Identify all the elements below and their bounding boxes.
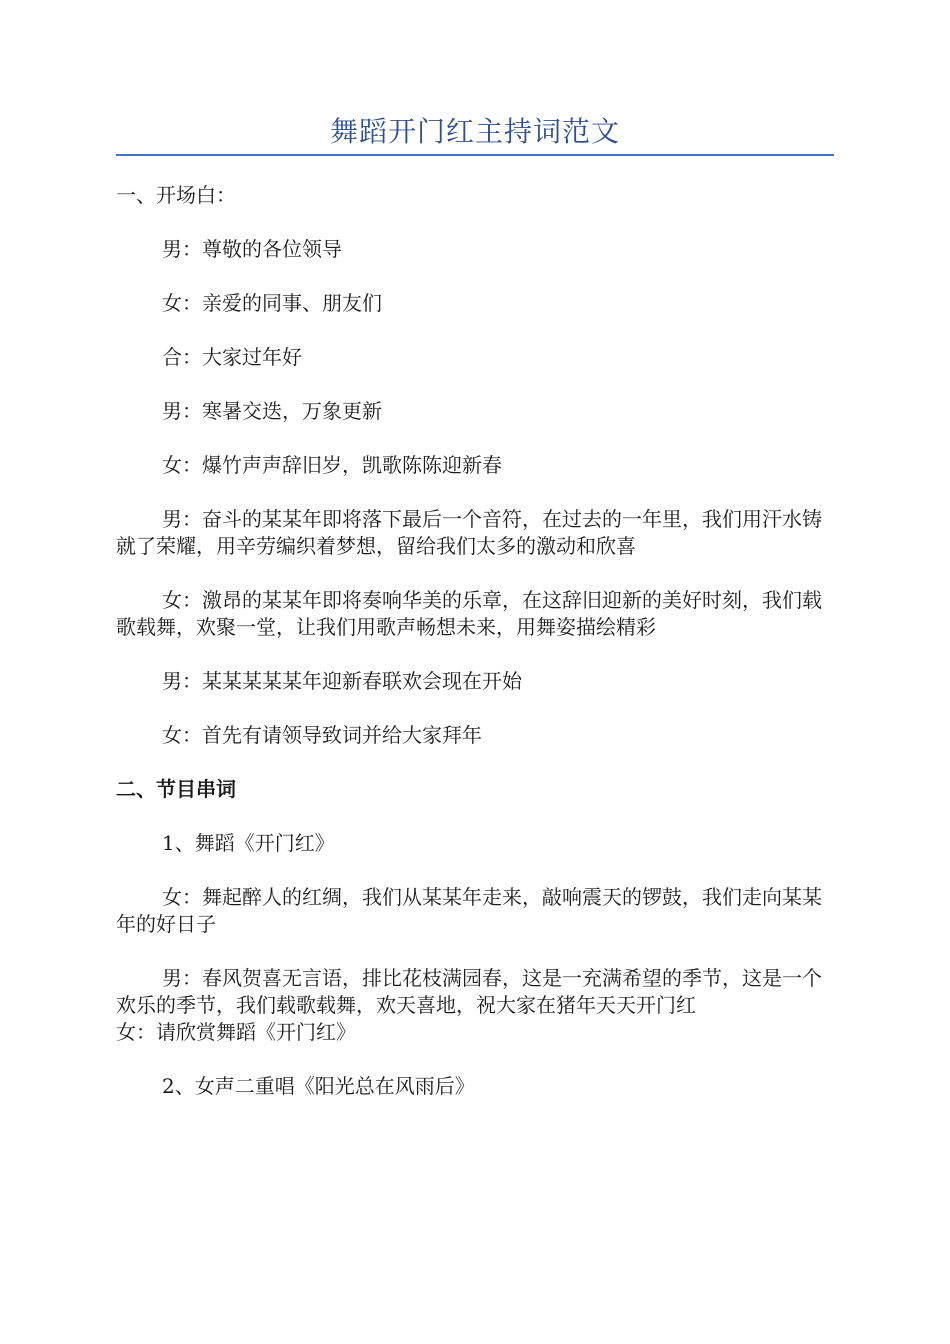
page-title: 舞蹈开门红主持词范文 [329, 115, 620, 148]
document-body [116, 182, 834, 1100]
paragraph: 合：大家过年好 [162, 345, 302, 369]
paragraph: 男：寒暑交迭，万象更新 [162, 399, 382, 423]
paragraph: 男：某某某某某年迎新春联欢会现在开始 [162, 669, 522, 693]
title-underline [116, 154, 834, 156]
paragraph: 男：春风贺喜无言语，排比花枝满园春，这是一充满希望的季节，这是一个欢乐的季节，我们载歌载舞，欢天喜地，祝大家在猪年天天开门红 [116, 966, 822, 1017]
section-heading-program: 二、节目串词 [116, 777, 236, 801]
program-item: 2、女声二重唱《阳光总在风雨后》 [162, 1074, 475, 1098]
paragraph: 男：尊敬的各位领导 [162, 237, 342, 261]
paragraph: 女：首先有请领导致词并给大家拜年 [162, 723, 482, 747]
paragraph: 女：请欣赏舞蹈《开门红》 [116, 1020, 356, 1044]
program-item: 1、舞蹈《开门红》 [162, 831, 335, 855]
section-heading-opening: 一、开场白： [116, 183, 236, 207]
paragraph: 女：激昂的某某年即将奏响华美的乐章，在这辞旧迎新的美好时刻，我们载歌载舞，欢聚一堂，让我们用歌声畅想未来，用舞姿描绘精彩 [116, 588, 822, 639]
paragraph: 男：奋斗的某某年即将落下最后一个音符，在过去的一年里，我们用汗水铸就了荣耀，用辛劳编织着梦想，留给我们太多的激动和欣喜 [116, 507, 822, 558]
paragraph: 女：爆竹声声辞旧岁，凯歌陈陈迎新春 [162, 453, 502, 477]
paragraph: 女：亲爱的同事、朋友们 [162, 291, 382, 315]
paragraph: 女：舞起醉人的红绸，我们从某某年走来，敲响震天的锣鼓，我们走向某某年的好日子 [116, 885, 822, 936]
